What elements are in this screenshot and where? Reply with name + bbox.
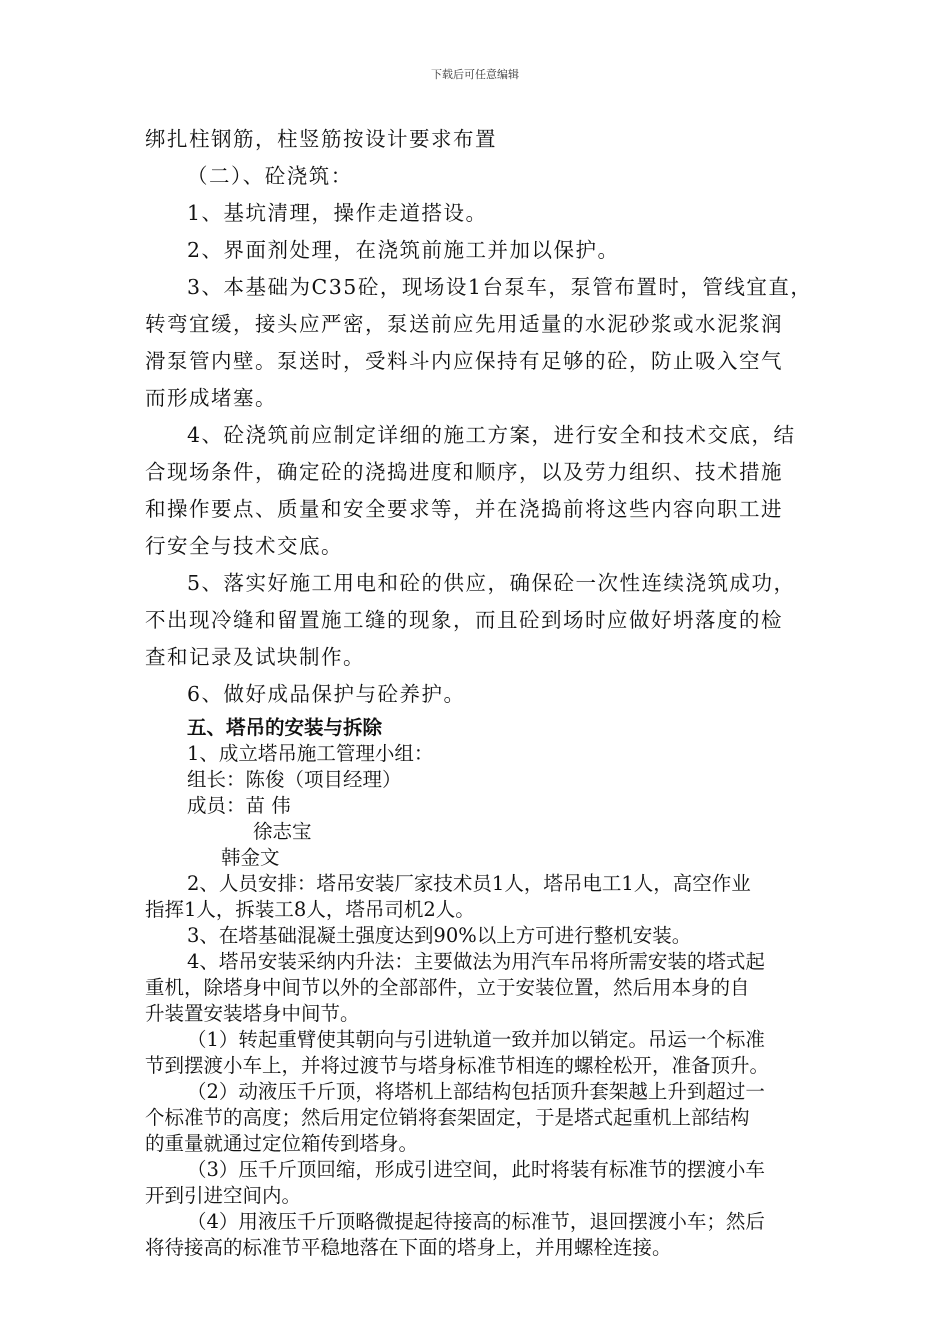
paragraph-line: 不出现冷缝和留置施工缝的现象，而且砼到场时应做好坍落度的检 xyxy=(145,608,783,632)
paragraph-line: 1、基坑清理，操作走道搭设。 xyxy=(187,201,488,225)
paragraph-line: 而形成堵塞。 xyxy=(145,386,277,410)
paragraph-line: 6、做好成品保护与砼养护。 xyxy=(187,682,466,706)
paragraph-line: 4、砼浇筑前应制定详细的施工方案，进行安全和技术交底，结 xyxy=(187,423,796,447)
section-heading-wrap xyxy=(145,715,865,741)
paragraph-line: 指挥1人，拆装工8人，塔吊司机2人。 xyxy=(145,898,475,921)
paragraph-line: 和操作要点、质量和安全要求等，并在浇捣前将这些内容向职工进 xyxy=(145,497,783,521)
paragraph-line: 徐志宝 xyxy=(253,820,312,843)
paragraph-line: 节到摆渡小车上，并将过渡节与塔身标准节相连的螺栓松开，准备顶升。 xyxy=(145,1054,770,1077)
paragraph-line: 韩金文 xyxy=(221,846,280,869)
paragraph-line: 查和记录及试块制作。 xyxy=(145,645,365,669)
paragraph-line: 行安全与技术交底。 xyxy=(145,534,343,558)
paragraph-line: 开到引进空间内。 xyxy=(145,1184,302,1207)
tower-crane-section xyxy=(145,741,865,1261)
paragraph-line: （4）用液压千斤顶略微提起待接高的标准节，退回摆渡小车；然后 xyxy=(187,1210,765,1233)
paragraph-line: 的重量就通过定位箱传到塔身。 xyxy=(145,1132,419,1155)
concrete-pouring-section xyxy=(145,121,865,713)
paragraph-line: 重机，除塔身中间节以外的全部部件，立于安装位置，然后用本身的自 xyxy=(145,976,750,999)
paragraph-line: 成员：苗 伟 xyxy=(187,794,291,817)
paragraph-line: （2）动液压千斤顶，将塔机上部结构包括顶升套架越上升到超过一 xyxy=(187,1080,765,1103)
paragraph-line: 3、本基础为C35砼，现场设1台泵车，泵管布置时，管线宜直， xyxy=(187,275,813,299)
paragraph-line: 2、界面剂处理，在浇筑前施工并加以保护。 xyxy=(187,238,620,262)
section-heading: 五、塔吊的安装与拆除 xyxy=(187,716,383,739)
page-header: 下载后可任意编辑 xyxy=(431,68,519,81)
paragraph-line: 个标准节的高度；然后用定位销将套架固定，于是塔式起重机上部结构 xyxy=(145,1106,750,1129)
paragraph-line: 5、落实好施工用电和砼的供应，确保砼一次性连续浇筑成功， xyxy=(187,571,796,595)
paragraph-line: 将待接高的标准节平稳地落在下面的塔身上，并用螺栓连接。 xyxy=(145,1236,672,1259)
paragraph-line: （二）、砼浇筑： xyxy=(187,164,353,188)
paragraph-line: 合现场条件，确定砼的浇捣进度和顺序，以及劳力组织、技术措施 xyxy=(145,460,783,484)
paragraph-line: 绑扎柱钢筋，柱竖筋按设计要求布置 xyxy=(145,127,497,151)
paragraph-line: 升装置安装塔身中间节。 xyxy=(145,1002,360,1025)
paragraph-line: （3）压千斤顶回缩，形成引进空间，此时将装有标准节的摆渡小车 xyxy=(187,1158,765,1181)
paragraph-line: 3、在塔基础混凝土强度达到90%以上方可进行整机安装。 xyxy=(187,924,692,947)
paragraph-line: 转弯宜缓，接头应严密，泵送前应先用适量的水泥砂浆或水泥浆润 xyxy=(145,312,783,336)
paragraph-line: 组长：陈俊（项目经理） xyxy=(187,768,402,791)
paragraph-line: 2、人员安排：塔吊安装厂家技术员1人，塔吊电工1人，高空作业 xyxy=(187,872,751,895)
paragraph-line: （1）转起重臂使其朝向与引进轨道一致并加以销定。吊运一个标准 xyxy=(187,1028,765,1051)
paragraph-line: 1、成立塔吊施工管理小组： xyxy=(187,742,434,765)
paragraph-line: 滑泵管内壁。泵送时，受料斗内应保持有足够的砼，防止吸入空气 xyxy=(145,349,783,373)
paragraph-line: 4、塔吊安装采纳内升法：主要做法为用汽车吊将所需安装的塔式起 xyxy=(187,950,765,973)
